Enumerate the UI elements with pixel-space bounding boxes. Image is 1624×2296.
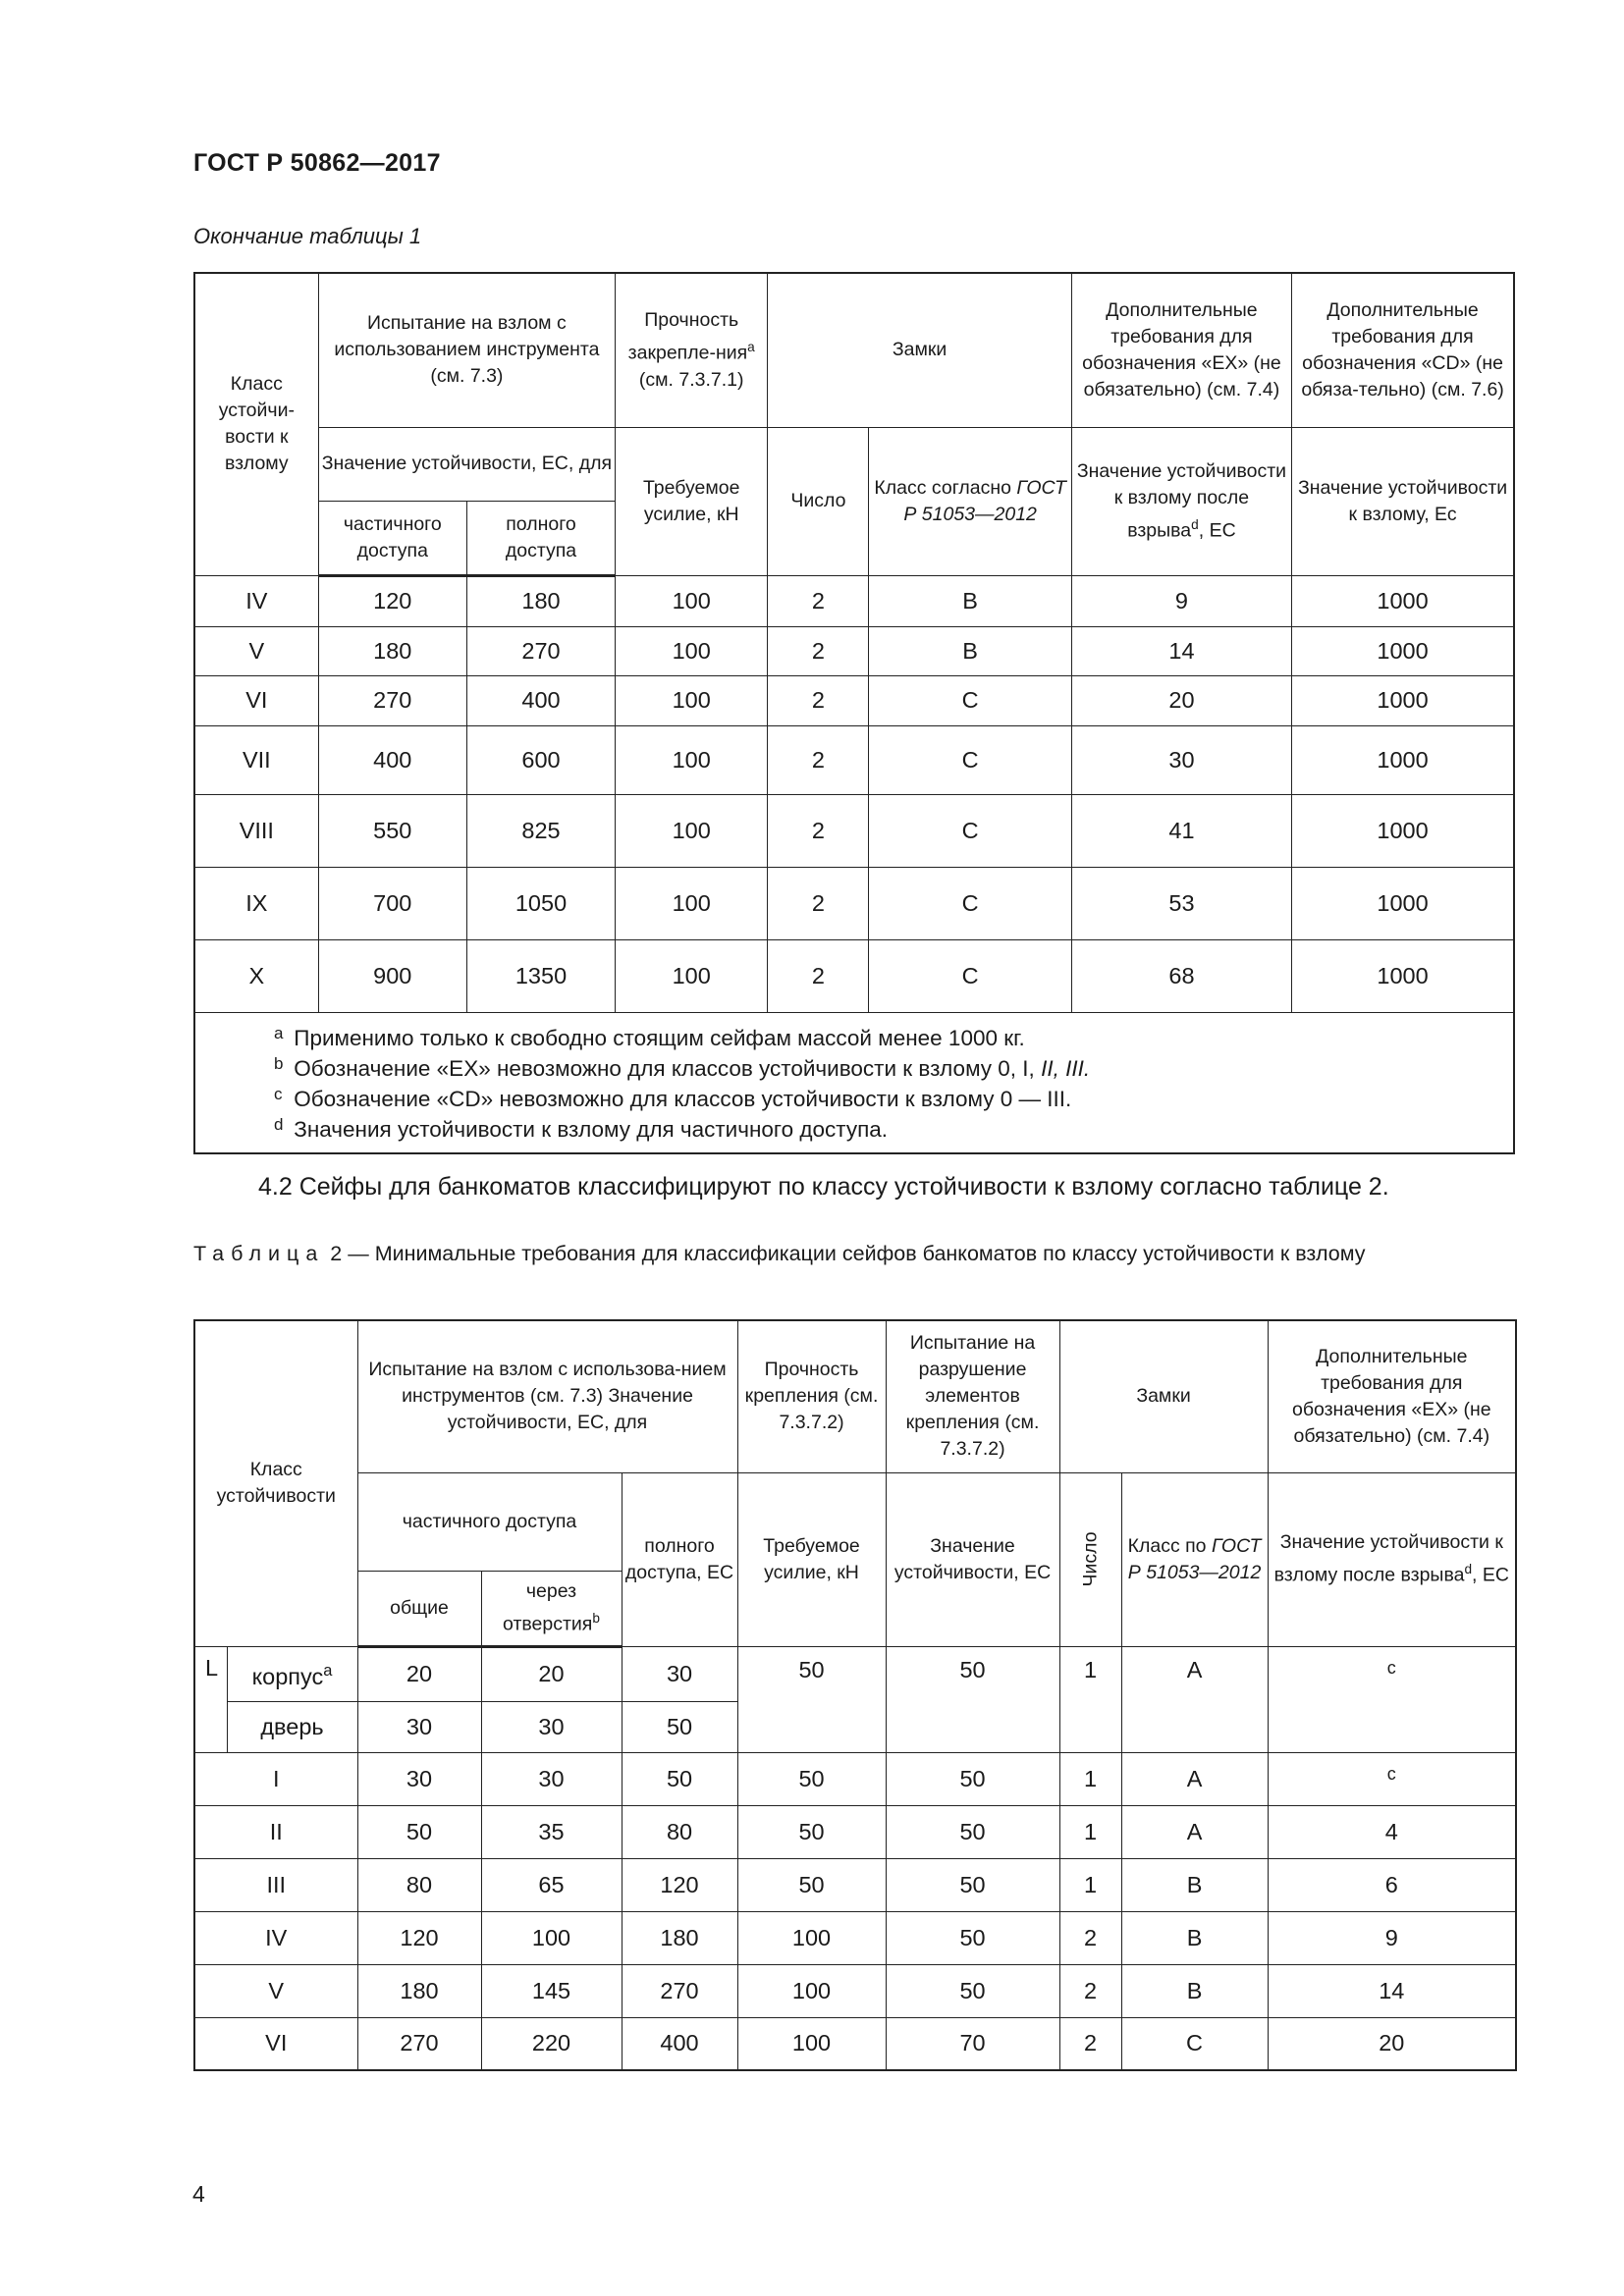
table-cell: 180: [622, 1911, 737, 1964]
table-row: [194, 1646, 1516, 1701]
table-cell: 400: [466, 675, 615, 725]
table-cell: 1000: [1292, 575, 1514, 626]
table-cell: 4: [1268, 1805, 1516, 1858]
table-cell: 100: [616, 675, 768, 725]
table-cell: VI: [194, 2017, 357, 2070]
table-cell: 50: [886, 1646, 1059, 1752]
table-cell: 30: [622, 1646, 737, 1701]
table-1: [193, 272, 1515, 1154]
table-cell: 100: [616, 867, 768, 939]
table-cell: 70: [886, 2017, 1059, 2070]
table-cell: 1: [1059, 1805, 1121, 1858]
table-cell: C: [869, 675, 1071, 725]
table-cell: 2: [1059, 1964, 1121, 2017]
table-cell: VI: [194, 675, 318, 725]
table-cell: 80: [357, 1858, 481, 1911]
footnote-c: c Обозначение «CD» невозможно для классов устойчивости к взлому 0 — III.: [274, 1084, 1072, 1111]
t1-header-lock-class: Класс согласно ГОСТ Р 51053—2012: [869, 427, 1071, 575]
table-cell: 50: [737, 1646, 886, 1752]
table-cell: 2: [768, 575, 869, 626]
table-cell: 50: [622, 1752, 737, 1805]
table-cell: 53: [1071, 867, 1291, 939]
table-cell: 1000: [1292, 794, 1514, 867]
table-cell: III: [194, 1858, 357, 1911]
table-cell: 1000: [1292, 867, 1514, 939]
t2-header-destruct: Испытание на разрушение элементов крепления (см. 7.3.7.2): [886, 1320, 1059, 1472]
t2-header-class: Класс устойчивости: [194, 1320, 357, 1646]
t1-header-lock-count: Число: [768, 427, 869, 575]
table-cell: 270: [622, 1964, 737, 2017]
table-cell: 100: [616, 626, 768, 675]
table-row: [194, 575, 1514, 626]
table-cell: 1000: [1292, 725, 1514, 794]
table-cell: C: [869, 725, 1071, 794]
table-cell: 50: [886, 1858, 1059, 1911]
table-2-caption: Таблица 2 — Минимальные требования для классификации сейфов банкоматов по классу устойчивости к взлому: [193, 1242, 1366, 1265]
table-cell: 1050: [466, 867, 615, 939]
table-row: [194, 675, 1514, 725]
t1-header-resist-value: Значение устойчивости, ЕС, для: [318, 427, 615, 501]
table-cell: 270: [357, 2017, 481, 2070]
t1-header-anchor: Прочность закрепле-ния$^a$ (см. 7.3.7.1): [616, 273, 768, 427]
t1-header-class: Класс устойчи-вости к взлому: [194, 273, 318, 575]
t2-header-lock-count: Число: [1059, 1472, 1121, 1646]
page-number: 4: [192, 2181, 205, 2207]
table-cell: корпус$^a$: [227, 1646, 357, 1701]
table-cell: C: [869, 939, 1071, 1012]
table-cell: 2: [768, 794, 869, 867]
table-cell: 180: [318, 626, 466, 675]
table-cell: 600: [466, 725, 615, 794]
t2-header-holes: через отверстия$^b$: [481, 1571, 622, 1646]
table-cell: C: [1121, 2017, 1268, 2070]
table-row: [194, 1964, 1516, 2017]
t1-header-tool-test: Испытание на взлом с использованием инструмента (см. 7.3): [318, 273, 615, 427]
table-cell: 100: [616, 725, 768, 794]
table-cell: 100: [737, 1964, 886, 2017]
t1-header-ex-req: Дополнительные требования для обозначения «ЕХ» (не обязательно) (см. 7.4): [1071, 273, 1291, 427]
table-cell: IV: [194, 1911, 357, 1964]
table-cell: VII: [194, 725, 318, 794]
table-cell: 825: [466, 794, 615, 867]
table-cell: 50: [622, 1701, 737, 1752]
table-cell: 400: [622, 2017, 737, 2070]
table-cell: 100: [481, 1911, 622, 1964]
table-cell: 120: [318, 575, 466, 626]
table-cell: B: [1121, 1964, 1268, 2017]
table-continuation-label: Окончание таблицы 1: [193, 224, 422, 248]
table-cell: 30: [357, 1701, 481, 1752]
footnote-a: a Применимо только к свободно стоящим сейфам массой менее 1000 кг.: [274, 1023, 1025, 1050]
table-row: [194, 794, 1514, 867]
table-cell: 14: [1268, 1964, 1516, 2017]
table-row: [194, 1805, 1516, 1858]
t1-header-locks: Замки: [768, 273, 1071, 427]
table-2: [193, 1319, 1517, 2071]
table-cell: 50: [886, 1964, 1059, 2017]
paragraph-4-2: 4.2 Сейфы для банкоматов классифицируют по классу устойчивости к взлому согласно таблице 2.: [258, 1173, 1389, 1201]
table-cell: 9: [1071, 575, 1291, 626]
table-cell: 1000: [1292, 939, 1514, 1012]
table-cell: 100: [737, 1911, 886, 1964]
table-cell: 14: [1071, 626, 1291, 675]
t1-header-ex-value: Значение устойчивости к взлому после взрыва$^d$, ЕС: [1071, 427, 1291, 575]
table-cell: 900: [318, 939, 466, 1012]
table-cell: 220: [481, 2017, 622, 2070]
table-row: [194, 1858, 1516, 1911]
table-cell: V: [194, 1964, 357, 2017]
table-cell: 50: [886, 1752, 1059, 1805]
table-cell: 550: [318, 794, 466, 867]
table-1-footnotes: [194, 1012, 1514, 1153]
t1-header-partial: частичного доступа: [318, 501, 466, 575]
table-2-header-row-2: [194, 1472, 1516, 1571]
table-cell: 20: [1071, 675, 1291, 725]
table-cell: 30: [481, 1752, 622, 1805]
table-row: [194, 1752, 1516, 1805]
table-cell: A: [1121, 1805, 1268, 1858]
table-cell: 2: [1059, 1911, 1121, 1964]
table-cell: 1000: [1292, 626, 1514, 675]
table-cell: L: [194, 1646, 227, 1752]
table-cell: 120: [622, 1858, 737, 1911]
table-cell: 100: [616, 575, 768, 626]
table-cell: 1350: [466, 939, 615, 1012]
table-cell: 6: [1268, 1858, 1516, 1911]
table-cell: 2: [768, 626, 869, 675]
t2-header-force: Требуемое усилие, кН: [737, 1472, 886, 1646]
table-cell: 180: [357, 1964, 481, 2017]
table-cell: дверь: [227, 1701, 357, 1752]
t2-header-tool-test: Испытание на взлом с использова-нием инструментов (см. 7.3) Значение устойчивости, ЕС, для: [357, 1320, 737, 1472]
t1-header-cd-value: Значение устойчивости к взлому, Ес: [1292, 427, 1514, 575]
table-cell: c: [1268, 1752, 1516, 1805]
table-cell: 120: [357, 1911, 481, 1964]
table-cell: 100: [616, 794, 768, 867]
table-row: [194, 626, 1514, 675]
table-cell: 1000: [1292, 675, 1514, 725]
table-cell: IV: [194, 575, 318, 626]
t2-header-general: общие: [357, 1571, 481, 1646]
table-cell: 9: [1268, 1911, 1516, 1964]
table-2-header-row-1: [194, 1320, 1516, 1472]
table-cell: 20: [357, 1646, 481, 1701]
table-cell: 30: [357, 1752, 481, 1805]
table-cell: 50: [886, 1911, 1059, 1964]
table-cell: 2: [768, 725, 869, 794]
footnote-b: b Обозначение «ЕХ» невозможно для классов устойчивости к взлому 0, I, II, III.: [274, 1053, 1091, 1081]
table-1-header-row-1: [194, 273, 1514, 427]
table-cell: c: [1268, 1646, 1516, 1752]
t2-header-anchor: Прочность крепления (см. 7.3.7.2): [737, 1320, 886, 1472]
t2-header-full: полного доступа, ЕС: [622, 1472, 737, 1646]
table-cell: B: [1121, 1858, 1268, 1911]
footnote-d: d Значения устойчивости к взлому для частичного доступа.: [274, 1114, 889, 1142]
table-cell: B: [869, 626, 1071, 675]
table-cell: 700: [318, 867, 466, 939]
table-cell: 1: [1059, 1646, 1121, 1752]
table-cell: 30: [1071, 725, 1291, 794]
t2-header-ex-req: Дополнительные требования для обозначения «ЕХ» (не обязательно) (см. 7.4): [1268, 1320, 1516, 1472]
table-cell: B: [1121, 1911, 1268, 1964]
t1-header-force: Требуемое усилие, кН: [616, 427, 768, 575]
table-cell: 2: [768, 867, 869, 939]
table-cell: 2: [768, 939, 869, 1012]
t2-header-locks: Замки: [1059, 1320, 1268, 1472]
table-cell: 20: [481, 1646, 622, 1701]
table-row: [194, 867, 1514, 939]
table-row: [194, 939, 1514, 1012]
table-row: [194, 2017, 1516, 2070]
t2-header-destruct-value: Значение устойчивости, ЕС: [886, 1472, 1059, 1646]
table-cell: 270: [318, 675, 466, 725]
table-cell: VIII: [194, 794, 318, 867]
table-cell: 80: [622, 1805, 737, 1858]
table-cell: B: [869, 575, 1071, 626]
table-cell: 100: [737, 2017, 886, 2070]
table-cell: 35: [481, 1805, 622, 1858]
table-cell: 50: [737, 1858, 886, 1911]
table-cell: 100: [616, 939, 768, 1012]
table-cell: 50: [357, 1805, 481, 1858]
document-title: ГОСТ Р 50862—2017: [193, 149, 441, 177]
table-cell: 400: [318, 725, 466, 794]
table-cell: C: [869, 794, 1071, 867]
t2-header-lock-class: Класс по ГОСТ Р 51053—2012: [1121, 1472, 1268, 1646]
table-row: [194, 1911, 1516, 1964]
t2-header-ex-value: Значение устойчивости к взлому после взрыва$^d$, ЕС: [1268, 1472, 1516, 1646]
table-cell: 270: [466, 626, 615, 675]
table-cell: 68: [1071, 939, 1291, 1012]
table-1-notes-row: [194, 1012, 1514, 1153]
table-cell: C: [869, 867, 1071, 939]
table-cell: 180: [466, 575, 615, 626]
table-1-header-row-2: [194, 427, 1514, 501]
table-cell: 41: [1071, 794, 1291, 867]
table-cell: A: [1121, 1752, 1268, 1805]
table-cell: 2: [1059, 2017, 1121, 2070]
t1-header-cd-req: Дополнительные требования для обозначения «CD» (не обяза-тельно) (см. 7.6): [1292, 273, 1514, 427]
table-cell: X: [194, 939, 318, 1012]
table-cell: 145: [481, 1964, 622, 2017]
table-cell: IX: [194, 867, 318, 939]
table-cell: 20: [1268, 2017, 1516, 2070]
table-cell: 1: [1059, 1858, 1121, 1911]
table-cell: 2: [768, 675, 869, 725]
table-cell: I: [194, 1752, 357, 1805]
table-cell: V: [194, 626, 318, 675]
table-cell: 50: [886, 1805, 1059, 1858]
t1-header-full: полного доступа: [466, 501, 615, 575]
table-cell: II: [194, 1805, 357, 1858]
table-cell: 50: [737, 1805, 886, 1858]
table-cell: 1: [1059, 1752, 1121, 1805]
table-row: [194, 725, 1514, 794]
table-cell: 65: [481, 1858, 622, 1911]
t2-header-partial: частичного доступа: [357, 1472, 622, 1571]
table-cell: A: [1121, 1646, 1268, 1752]
table-cell: 30: [481, 1701, 622, 1752]
table-cell: 50: [737, 1752, 886, 1805]
